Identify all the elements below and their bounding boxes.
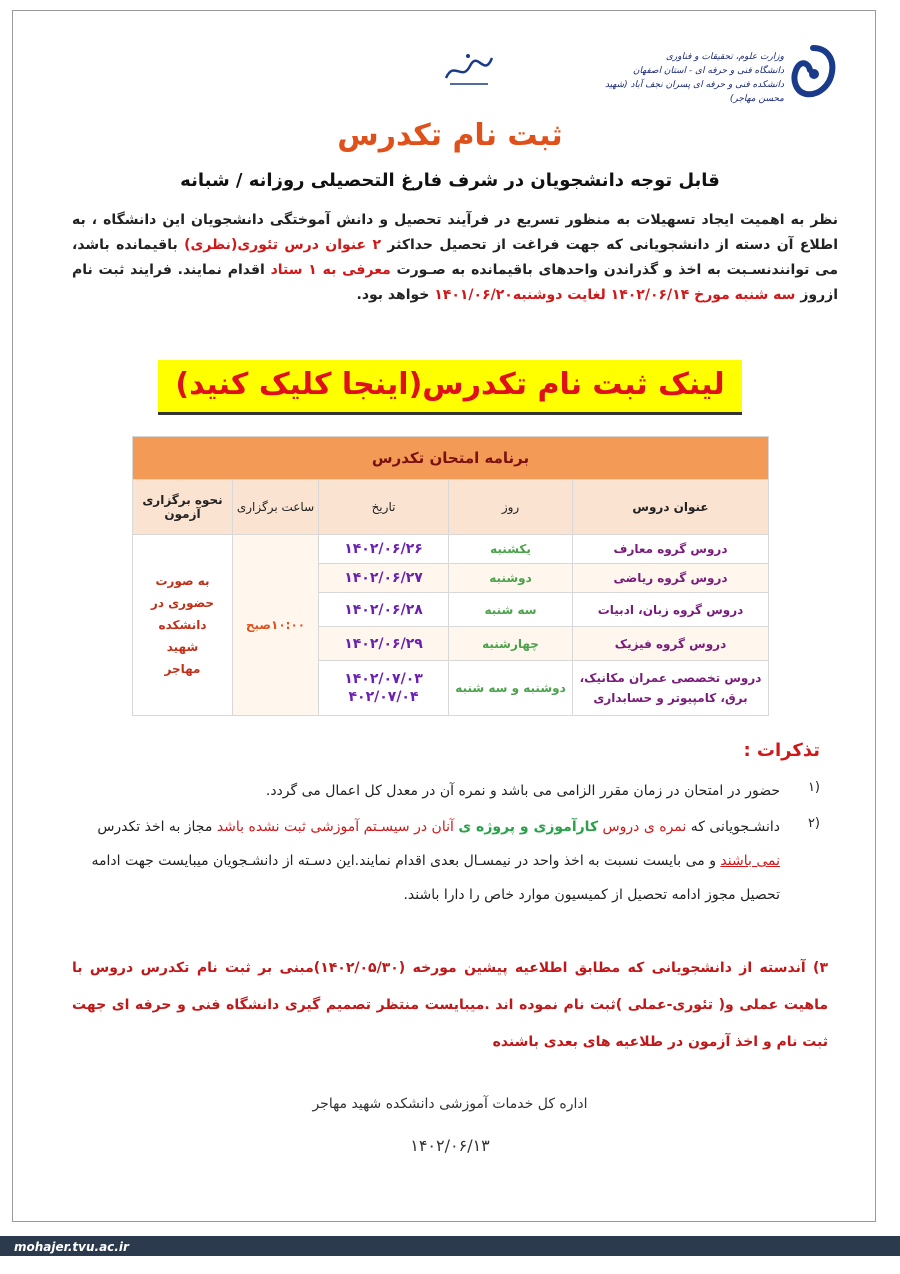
header-method: نحوه برگزاری آزمون [133, 480, 233, 535]
page-subtitle: قابل توجه دانشجویان در شرف فارغ التحصیلی روزانه / شبانه [180, 170, 720, 191]
note-2-text-c: کارآموزی و پروژه ی [458, 819, 599, 835]
course-cell: دروس گروه ریاضی [573, 564, 769, 593]
university-line: دانشگاه فنی و حرفه ای - استان اصفهان [632, 66, 784, 76]
course-cell: دروس گروه زبان، ادبیات [573, 593, 769, 627]
intro-highlight-courses: ۲ عنوان درس تئوری(نظری) [184, 237, 382, 253]
ministry-line: وزارت علوم، تحقیقات و فناوری [665, 52, 784, 62]
note-2 [72, 810, 780, 912]
note-2-text-a: دانشـجویانی که [690, 819, 780, 835]
ministry-text-block [594, 50, 784, 106]
notes-title: تذکرات : [743, 740, 820, 761]
course-cell: دروس تخصصی عمران مکانیک، برق، کامپیوتر و حسابداری [573, 661, 769, 716]
note-1-number: ۱) [807, 780, 820, 795]
date-cell: ۱۴۰۲/۰۶/۲۹ [319, 627, 449, 661]
day-cell: سه شنبه [449, 593, 573, 627]
faculty-line: دانشکده فنی و حرفه ای پسران نجف آباد (شهید محسن مهاجر) [604, 80, 784, 104]
intro-text-1: نظر به اهمیت ایجاد تسهیلات به منظور تسریع در فرآیند تحصیل و دانش آموختگی دانشجویان این دانشگاه ، به اطلاع آن دسته از دانشجویانی که جهت فراغت از تحصیل حداکثر [72, 212, 839, 253]
method-cell [133, 535, 233, 716]
table-row [133, 535, 769, 564]
intro-text-2: باقیمانده باشد، می توانندنسـبت به اخذ و گذراندن واحدهای باقیمانده به صـورت [72, 237, 838, 278]
intro-text-3: اقدام نمایند. فرایند ثبت نام ازروز [72, 262, 838, 303]
date-cell: ۱۴۰۲/۰۶/۲۸ [319, 593, 449, 627]
day-cell: یکشنبه [449, 535, 573, 564]
note-1: حضور در امتحان در زمان مقرر الزامی می باشد و نمره آن در معدل کل اعمال می گردد. [265, 783, 780, 799]
day-cell: دوشنبه [449, 564, 573, 593]
header-course: عنوان دروس [573, 480, 769, 535]
intro-highlight-dates: سه شنبه مورخ ۱۴۰۲/۰۶/۱۴ لغایت دوشنبه۱۴۰۱/۰۶/۲۰ [434, 287, 796, 303]
course-cell: دروس گروه فیزیک [573, 627, 769, 661]
note-2-number: ۲) [807, 816, 820, 831]
date-cell: ۱۴۰۲/۰۶/۲۷ [319, 564, 449, 593]
method-text: به صورت حضوری در دانشکده شهید مهاجر [150, 574, 215, 676]
page-title: ثبت نام تکدرس [337, 118, 563, 153]
note-2-text-e: مجاز به اخذ تکدرس [97, 819, 213, 835]
exam-schedule-table [132, 436, 769, 716]
note-2-text-d: آنان در سیسـتم آموزشی ثبت نشده باشد [216, 819, 454, 835]
intro-highlight-method: معرفی به ۱ ستاد [270, 262, 391, 278]
day-cell: دوشنبه و سه شنبه [449, 661, 573, 716]
footer-website-link[interactable]: mohajer.tvu.ac.ir [14, 1240, 129, 1254]
intro-text-4: خواهد بود. [356, 287, 430, 303]
bismillah-calligraphy-logo [438, 48, 498, 90]
course-cell: دروس گروه معارف [573, 535, 769, 564]
table-caption: برنامه امتحان تکدرس [133, 437, 769, 480]
date-cell [319, 661, 449, 716]
header-date: تاریخ [319, 480, 449, 535]
university-logo [788, 44, 838, 100]
signature-date: ۱۴۰۲/۰۶/۱۳ [410, 1136, 490, 1155]
registration-link[interactable] [158, 360, 742, 415]
note-2-text-g: و می بایست نسبت به اخذ واحد در نیمسـال بعدی اقدام نمایند.این دسـته از دانشـجویان میبایست جهت ادامه تحصیل مجوز ادامه تحصیل از کمیسیون موارد خاص را دارا باشند. [91, 853, 780, 903]
header-day: روز [449, 480, 573, 535]
date-cell: ۱۴۰۲/۰۶/۲۶ [319, 535, 449, 564]
footer-bar [0, 1236, 900, 1256]
note-3: ۳) آندسته از دانشجویانی که مطابق اطلاعیه پیشین مورخه (۱۴۰۲/۰۵/۳۰)مبنی بر ثبت نام تکدرس دروس با ماهیت عملی و( تئوری-عملی )ثبت نام نموده اند .میبایست منتظر تصمیم گیری دانشگاه فنی و حرفه ای جهت ثبت نام و اخذ آزمون در طلاعیه های بعدی باشنده [72, 960, 829, 1050]
date-line-2: ۴۰۲/۰۷/۰۴ [348, 689, 419, 705]
time-cell: ۱۰:۰۰صبح [233, 535, 319, 716]
office-signature: اداره کل خدمات آموزشی دانشکده شهید مهاجر [312, 1096, 588, 1112]
registration-link-label: لینک ثبت نام تکدرس(اینجا کلیک کنید) [175, 367, 725, 402]
note-2-text-b: نمره ی دروس [602, 819, 687, 835]
day-cell: چهارشنبه [449, 627, 573, 661]
note-2-text-f: نمی باشند [720, 853, 780, 869]
intro-paragraph [72, 208, 838, 308]
header-time: ساعت برگزاری [233, 480, 319, 535]
date-line-1: ۱۴۰۲/۰۷/۰۳ [344, 671, 423, 687]
